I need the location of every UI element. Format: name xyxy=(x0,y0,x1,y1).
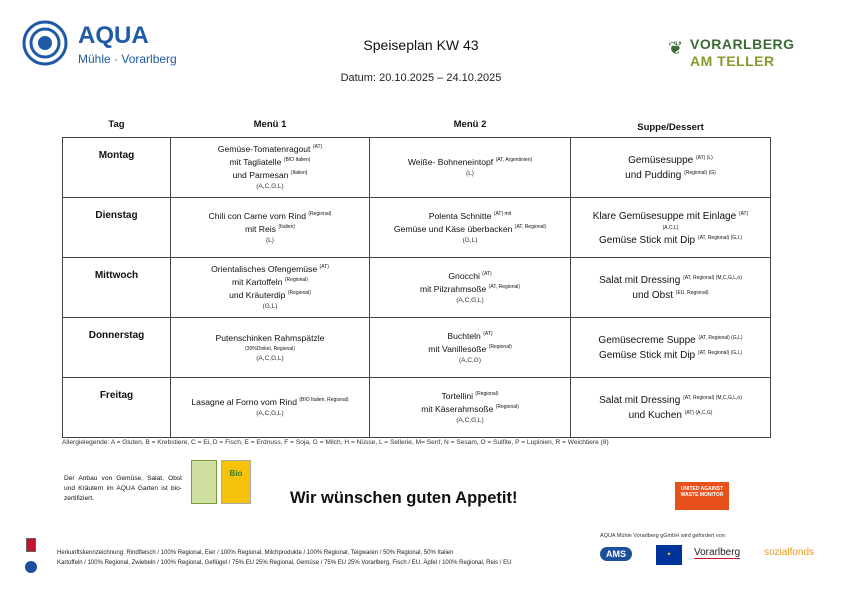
dish-line xyxy=(171,155,369,168)
dish-name: Salat mit Dressing xyxy=(599,395,681,406)
origin-note: (AT, Regional) (G,L) xyxy=(697,350,742,356)
dish-name: Gemüse und Käse überbacken xyxy=(393,223,513,234)
menu-cell-3 xyxy=(571,197,771,257)
dish-name: Salat mit Dressing xyxy=(599,275,681,286)
bio-austria-logo xyxy=(221,460,251,504)
dish-line xyxy=(571,407,770,422)
allergen-codes: (A,C,G,L) xyxy=(256,183,284,190)
origin-note: (Regional) xyxy=(475,390,499,397)
dish-line xyxy=(171,395,369,408)
dish-name: mit Pilzrahmsoße xyxy=(419,283,487,294)
date-range: Datum: 20.10.2025 – 24.10.2025 xyxy=(340,72,502,84)
column-header: Tag xyxy=(108,118,125,130)
dish-line xyxy=(571,392,770,407)
dish-name: und Kräuterdip xyxy=(229,290,286,300)
day-cell: Mittwoch xyxy=(63,257,171,317)
origin-note: (AT) mit xyxy=(493,210,512,217)
dish-name: mit Vanillesoße xyxy=(428,343,487,354)
dish-line xyxy=(370,342,570,355)
dish-name: mit Käserahmsoße xyxy=(421,403,494,414)
dish-line xyxy=(571,208,770,223)
logo-text: AQUA xyxy=(78,22,149,49)
leaf-icon: ❦ xyxy=(668,38,684,58)
dish-line xyxy=(571,347,770,362)
menu-table xyxy=(62,112,771,438)
menu-cell-2 xyxy=(370,377,571,437)
dish-line xyxy=(571,152,770,167)
origin-note: (Regional) xyxy=(284,277,308,283)
dish-line xyxy=(171,168,369,181)
origin-note: (AT, Regional) xyxy=(488,283,521,290)
united-against-waste-logo xyxy=(675,482,729,510)
dish-line xyxy=(370,282,570,295)
origin-note: (AT) xyxy=(319,264,329,270)
day-cell: Montag xyxy=(63,137,171,197)
origin-note: (EU, Regional) xyxy=(675,290,709,296)
origin-note: (Regional) xyxy=(308,210,332,217)
menu-cell-3 xyxy=(571,317,771,377)
bio-note: Der Anbau von Gemüse, Salat, Obst und Kräutern im AQUA Garten ist bio-zertifiziert. xyxy=(64,475,182,502)
origin-note: (AT, Regional) (M,C,G,L,o) xyxy=(683,395,742,401)
dish-line xyxy=(370,329,570,342)
day-cell: Dienstag xyxy=(63,197,171,257)
column-header: Suppe/Dessert xyxy=(637,121,704,133)
allergen-codes: (G,L) xyxy=(462,236,478,244)
origin-note: (AT, Regional) (G,L) xyxy=(697,234,742,241)
dish-line xyxy=(370,209,570,222)
appetit-message: Wir wünschen guten Appetit! xyxy=(290,489,518,507)
dish-name: Orientalisches Ofengemüse xyxy=(211,264,318,274)
funder-logos xyxy=(598,545,818,567)
origin-note: (BIO Italien, Regional) xyxy=(299,397,349,403)
origin-labeling xyxy=(57,549,511,568)
dish-name: Buchteln xyxy=(447,330,481,341)
table-row xyxy=(63,137,771,197)
menu-cell-1 xyxy=(171,197,370,257)
menu-cell-1 xyxy=(171,257,370,317)
allergen-codes: (A,C,G,L) xyxy=(456,416,484,424)
dish-line xyxy=(171,288,369,301)
dish-line xyxy=(571,223,770,232)
origin-line-1: Herkunftskennzeichnung: Rindfleisch / 100% Regional, Eier / 100% Regional, Milchprodukte / 100% Regional, Teigwaren / 50% Regional, 50% Italien xyxy=(57,550,454,556)
dish-line xyxy=(171,209,369,222)
origin-note: (Regional) xyxy=(488,343,512,350)
dish-name: mit Reis xyxy=(244,223,276,234)
dish-name: Putenschinken Rahmspätzle xyxy=(215,332,325,343)
origin-note: (Regional) xyxy=(287,290,311,296)
dish-name: Gemüsesuppe xyxy=(628,155,694,166)
dish-name: Gemüse Stick mit Dip xyxy=(598,234,696,246)
origin-note: (AT) xyxy=(738,210,749,217)
page-title: Speiseplan KW 43 xyxy=(363,37,479,53)
eu-circle-icon xyxy=(25,561,37,573)
dish-line xyxy=(171,142,369,155)
day-cell: Freitag xyxy=(63,377,171,437)
allergen-codes: (A,C,G,L) xyxy=(456,296,484,304)
menu-cell-1 xyxy=(171,317,370,377)
origin-note: (AT) (L) xyxy=(695,155,713,161)
vorarlberg-logo: Vorarlberg xyxy=(694,547,741,558)
dish-line xyxy=(571,332,770,347)
dish-name: Lasagne al Forno vom Rind xyxy=(191,397,297,407)
logo-subtitle: Mühle · Vorarlberg xyxy=(78,52,177,66)
dish-line xyxy=(571,167,770,182)
dish-line xyxy=(171,262,369,275)
origin-note: (AT) xyxy=(482,270,492,277)
dish-name: Polenta Schnitte xyxy=(428,210,492,221)
dish-line xyxy=(171,275,369,288)
utw-logo-text: UNITED AGAINST WASTE MONITOR xyxy=(680,486,724,498)
funding-note: AQUA Mühle Vorarlberg gGmbH wird gefördert von: xyxy=(600,533,727,539)
day-cell: Donnerstag xyxy=(63,317,171,377)
dish-name: Klare Gemüsesuppe mit Einlage xyxy=(592,210,737,222)
dish-name: und Kuchen xyxy=(628,410,682,421)
allergen-codes: (L) xyxy=(266,236,274,244)
table-row xyxy=(63,317,771,377)
column-header: Menü 1 xyxy=(253,118,287,130)
origin-note: (AT, Regional) (M,C,G,L,o) xyxy=(683,275,742,281)
menu-cell-2 xyxy=(370,257,571,317)
table-row xyxy=(63,197,771,257)
dish-line xyxy=(571,287,770,302)
origin-note: (Italien) xyxy=(278,223,296,230)
sozialfonds-logo: sozialfonds xyxy=(764,547,815,558)
origin-note: (AT, Argentinien) xyxy=(495,157,533,163)
partner-logo-line1: VORARLBERG xyxy=(690,36,795,52)
allergen-codes: (A,C,G) xyxy=(458,356,482,364)
dish-name: Gnocchi xyxy=(448,270,480,281)
menu-cell-2 xyxy=(370,317,571,377)
origin-note: (Regional) (G) xyxy=(684,170,716,176)
dish-name: mit Kartoffeln xyxy=(232,277,283,287)
dish-line xyxy=(370,269,570,282)
menu-cell-2 xyxy=(370,197,571,257)
dish-name: Weiße- Bohneneintopf xyxy=(407,157,494,167)
dish-name: Tortellini xyxy=(441,390,474,401)
dish-line xyxy=(370,402,570,415)
column-header: Menü 2 xyxy=(453,118,487,130)
origin-note: (A,C,L) xyxy=(662,224,679,231)
dish-line xyxy=(171,344,369,353)
menu-cell-3 xyxy=(571,377,771,437)
eu-organic-logo xyxy=(191,460,217,504)
allergen-codes: (A,C,G,L) xyxy=(256,354,284,362)
dish-name: Gemüse-Tomatenragout xyxy=(217,144,311,154)
dish-name: und Obst xyxy=(632,290,673,301)
origin-note: (AT, Regional) xyxy=(514,223,547,230)
table-row xyxy=(63,257,771,317)
origin-note: (30%Dinkel, Regional) xyxy=(245,345,295,352)
vorarlberg-crest-icon xyxy=(26,538,36,552)
dish-line xyxy=(571,272,770,287)
dish-name: und Parmesan xyxy=(232,170,289,180)
dish-line xyxy=(171,331,369,344)
dish-name: Gemüse Stick mit Dip xyxy=(598,350,696,361)
dish-name: mit Tagliatelle xyxy=(229,157,282,167)
dish-line xyxy=(370,155,570,168)
origin-note: (Italien) xyxy=(290,170,308,176)
bio-badge-text: Bio xyxy=(229,469,243,478)
origin-note: (AT) xyxy=(483,330,493,337)
dish-name: Gemüsecreme Suppe xyxy=(598,335,696,346)
origin-line-2: Kartoffeln / 100% Regional, Zwiebeln / 100% Regional, Geflügel / 75% EU 25% Regional, Gemüse / 75% EU 25% Vorarlberg, Fisch / EU, Äpfel / 100% Regional, Reis / EU xyxy=(57,559,512,566)
dish-line xyxy=(571,232,770,247)
dish-name: und Pudding xyxy=(625,170,682,181)
partner-logo-line2: AM TELLER xyxy=(690,53,775,69)
menu-cell-1 xyxy=(171,377,370,437)
menu-cell-1 xyxy=(171,137,370,197)
ams-logo: AMS xyxy=(600,547,632,561)
dish-line xyxy=(370,222,570,235)
menu-cell-2 xyxy=(370,137,571,197)
dish-name: Chili con Carne vom Rind xyxy=(208,210,306,221)
origin-note: (AT, Regional) (G,L) xyxy=(698,335,743,341)
dish-line xyxy=(370,389,570,402)
origin-note: (BIO Italien) xyxy=(283,157,311,163)
menu-cell-3 xyxy=(571,137,771,197)
origin-note: (Regional) xyxy=(495,403,519,410)
origin-note: (AT) xyxy=(312,144,323,150)
allergen-legend: Allergielegende: A = Gluten, B = Krebstiere, C = Ei, D = Fisch, E = Erdnuss, F = Soja, G = Milch, H = Nüsse, L = Sellerie, M= Senf, N = Sesam, O = Sulfite, P = Lupinien, R = Weichtiere (8) xyxy=(62,439,609,446)
menu-cell-3 xyxy=(571,257,771,317)
table-row xyxy=(63,377,771,437)
allergen-codes: (L) xyxy=(466,170,474,177)
allergen-codes: (G,L) xyxy=(262,303,278,310)
origin-note: (AT) (A,C,G) xyxy=(684,410,713,416)
dish-line xyxy=(171,222,369,235)
eu-flag-icon: ✦ xyxy=(656,545,682,565)
allergen-codes: (A,C,G,L) xyxy=(256,410,284,417)
